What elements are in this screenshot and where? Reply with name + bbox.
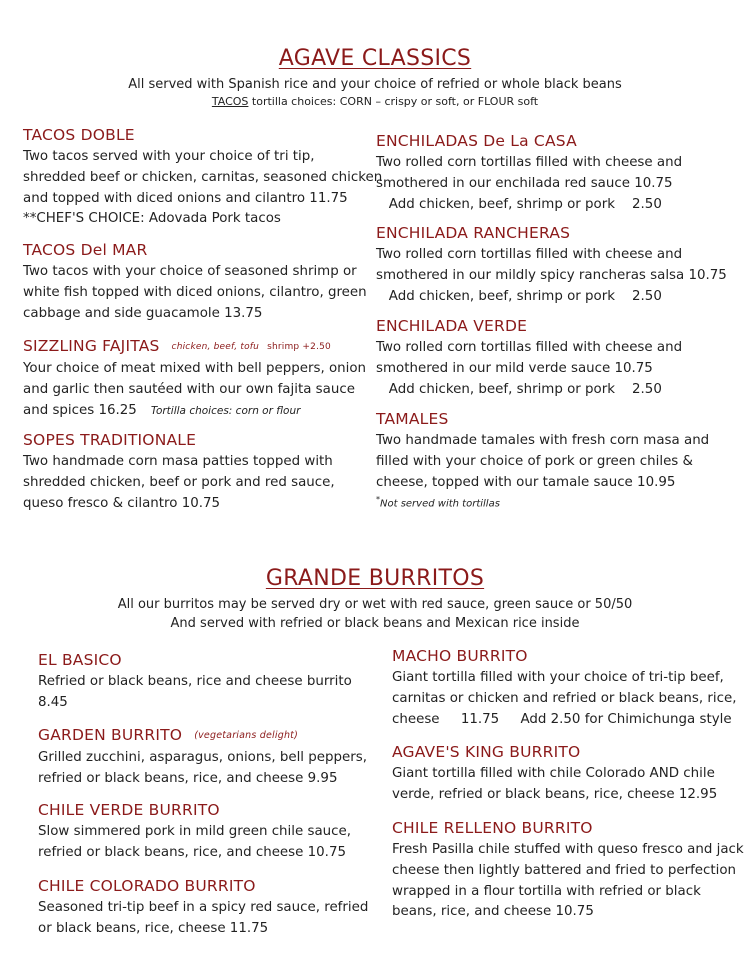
menu-item-garden-burrito (38, 724, 367, 790)
tamales-footnote (376, 495, 709, 509)
tortilla-choices-text: tortilla choices: CORN – crispy or soft, or FLOUR soft (248, 95, 539, 108)
item-desc-line: Two rolled corn tortillas filled with cheese and (376, 155, 683, 170)
item-tag: chicken, beef, tofu (171, 342, 260, 352)
item-desc-line: wrapped in a flour tortilla with refried or black (392, 883, 701, 899)
section-title-grande-burritos: GRANDE BURRITOS (265, 566, 485, 591)
menu-item-sizzling-fajitas (23, 335, 366, 421)
item-desc-line: Giant tortilla filled with chile Colorado AND chile (392, 766, 715, 781)
item-name: CHILE VERDE BURRITO (38, 801, 220, 819)
item-name: EL BASICO (38, 651, 122, 669)
item-desc-line: cheese, topped with our tamale sauce 10.95 (376, 474, 676, 490)
item-tag: (vegetarians delight) (194, 730, 298, 741)
menu-item-sopes-traditionale (23, 429, 335, 514)
footnote-mark: * (376, 495, 380, 505)
item-desc-line: 8.45 (38, 694, 68, 710)
item-desc-line: smothered in our mildly spicy rancheras salsa 10.75 (376, 267, 727, 283)
item-desc-line: smothered in our mild verde sauce 10.75 (376, 360, 653, 376)
item-desc-line: queso fresco & cilantro 10.75 (23, 495, 221, 511)
item-name-row (23, 335, 366, 358)
item-name: GARDEN BURRITO (38, 726, 183, 744)
item-desc-line: shredded chicken, beef or pork and red sauce, (23, 474, 335, 490)
item-desc-line: filled with your choice of pork or green chiles & (376, 453, 693, 469)
item-addon-line: Add chicken, beef, shrimp or pork 2.50 (376, 381, 662, 397)
item-name: AGAVE'S KING BURRITO (392, 743, 581, 761)
item-desc-line: Grilled zucchini, asparagus, onions, bell peppers, (38, 750, 367, 765)
item-desc-line: Two tacos served with your choice of tri tip, (23, 149, 315, 164)
item-name: TACOS DOBLE (23, 126, 135, 144)
item-desc-line-last (23, 401, 366, 422)
item-desc-line: cheese 11.75 Add 2.50 for Chimichunga style (392, 711, 732, 727)
item-name: CHILE COLORADO BURRITO (38, 877, 256, 895)
item-price-line: and spices 16.25 (23, 402, 137, 418)
item-desc-line: Seasoned tri-tip beef in a spicy red sauce, refried (38, 900, 369, 915)
item-desc-line: beans, rice, and cheese 10.75 (392, 904, 594, 920)
item-name: MACHO BURRITO (392, 647, 528, 665)
item-desc-line: white fish topped with diced onions, cilantro, green (23, 284, 367, 300)
item-name: SIZZLING FAJITAS (23, 337, 160, 355)
item-addon-line: Add chicken, beef, shrimp or pork 2.50 (376, 196, 662, 212)
item-name-row (38, 724, 367, 747)
item-desc-line: **CHEF'S CHOICE: Adovada Pork tacos (23, 211, 281, 227)
item-desc-line: or black beans, rice, cheese 11.75 (38, 920, 269, 936)
item-name: CHILE RELLENO BURRITO (392, 819, 593, 837)
menu-item-chile-colorado-burrito (38, 875, 368, 940)
menu-item-tacos-doble (23, 124, 382, 230)
menu-item-tacos-del-mar (23, 239, 367, 324)
item-name: TAMALES (376, 410, 449, 428)
section-title-agave-classics: AGAVE CLASSICS (278, 46, 472, 71)
item-desc-line: refried or black beans, rice, and cheese 10.75 (38, 844, 346, 860)
menu-item-tamales (376, 408, 709, 510)
tortilla-choices-note (0, 95, 750, 108)
item-name: ENCHILADAS De La CASA (376, 132, 577, 150)
item-desc-line: Refried or black beans, rice and cheese burrito (38, 674, 352, 689)
menu-item-enchilada-rancheras (376, 222, 727, 307)
item-desc-line: Slow simmered pork in mild green chile sauce, (38, 824, 352, 839)
item-desc-line: and topped with diced onions and cilantro 11.75 (23, 190, 348, 206)
item-addon-line: Add chicken, beef, shrimp or pork 2.50 (376, 288, 662, 304)
menu-item-macho-burrito (392, 645, 736, 730)
menu-item-chile-verde-burrito (38, 799, 351, 864)
item-desc-line: refried or black beans, rice, and cheese 9.95 (38, 770, 338, 786)
item-desc-line: shredded beef or chicken, carnitas, seasoned chicken (23, 169, 383, 185)
item-desc-line: carnitas or chicken and refried or black beans, rice, (392, 690, 737, 706)
item-name: SOPES TRADITIONALE (23, 431, 197, 449)
tortilla-label: TACOS (211, 95, 249, 108)
footnote-text: Not served with tortillas (380, 498, 500, 510)
section-subtitle-1: All our burritos may be served dry or wet with red sauce, green sauce or 50/50 (117, 597, 633, 612)
tortilla-choices-inline: Tortilla choices: corn or flour (150, 404, 301, 417)
item-desc-line: Fresh Pasilla chile stuffed with queso fresco and jack (392, 842, 744, 857)
item-name: ENCHILADA VERDE (376, 317, 528, 335)
menu-item-chile-relleno-burrito (392, 817, 744, 923)
item-desc-line: Two rolled corn tortillas filled with cheese and (376, 340, 683, 355)
menu-item-el-basico (38, 649, 352, 714)
item-desc-line: Two handmade tamales with fresh corn masa and (376, 433, 710, 448)
item-tag-shrimp: shrimp +2.50 (267, 342, 331, 352)
item-desc-line: and garlic then sautéed with our own fajita sauce (23, 381, 355, 397)
item-desc-line: Giant tortilla filled with your choice of tri-tip beef, (392, 670, 724, 685)
item-desc-line: Two handmade corn masa patties topped with (23, 454, 333, 469)
item-desc-line: smothered in our enchilada red sauce 10.75 (376, 175, 673, 191)
section-subtitle-2: And served with refried or black beans and Mexican rice inside (170, 616, 580, 631)
item-desc-line: Two rolled corn tortillas filled with cheese and (376, 247, 683, 262)
item-name: TACOS Del MAR (23, 241, 148, 259)
item-name: ENCHILADA RANCHERAS (376, 224, 571, 242)
item-desc-line: Your choice of meat mixed with bell peppers, onion (23, 361, 367, 376)
menu-item-agaves-king-burrito (392, 741, 717, 806)
menu-item-enchiladas-de-la-casa (376, 130, 682, 215)
menu-item-enchilada-verde (376, 315, 682, 400)
item-desc-line: Two tacos with your choice of seasoned shrimp or (23, 264, 357, 279)
item-desc-line: cabbage and side guacamole 13.75 (23, 305, 263, 321)
section-subtitle: All served with Spanish rice and your choice of refried or whole black beans (128, 77, 622, 92)
item-desc-line: cheese then lightly battered and fried to perfection (392, 862, 737, 878)
item-desc-line: verde, refried or black beans, rice, cheese 12.95 (392, 786, 718, 802)
